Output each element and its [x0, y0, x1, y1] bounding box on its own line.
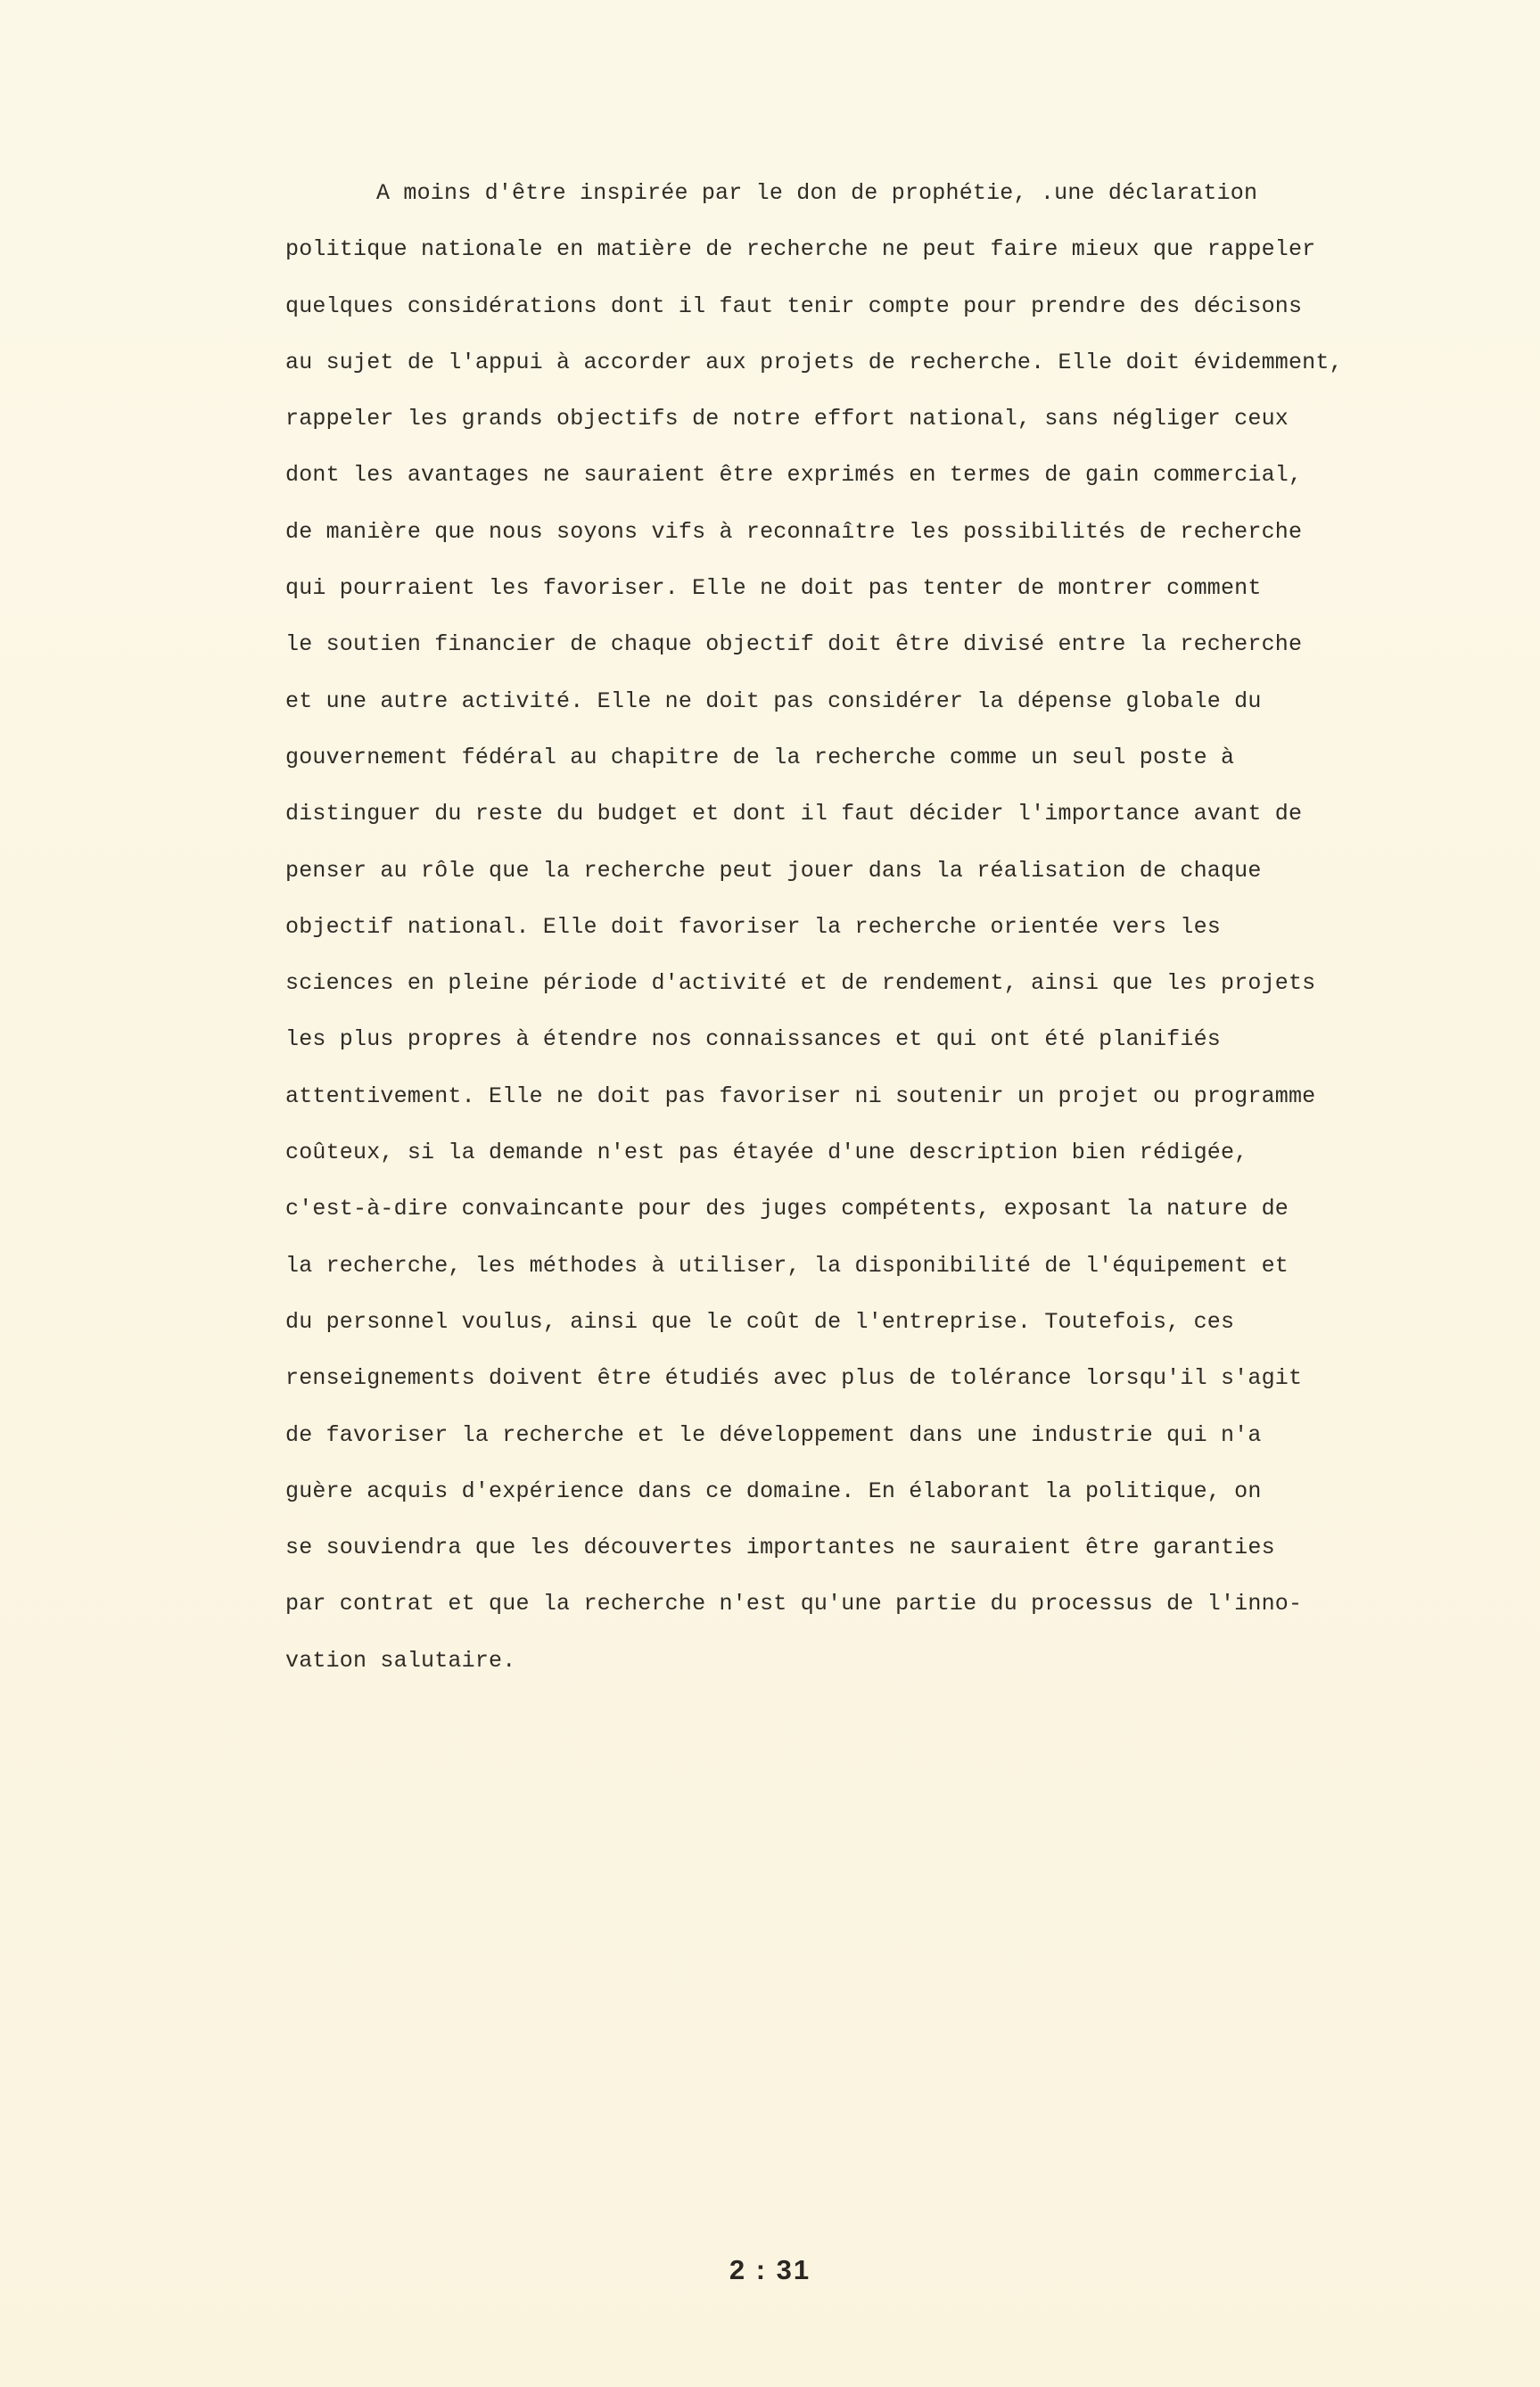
text-line: c'est-à-dire convaincante pour des juges compétents, exposant la nature de	[285, 1196, 1289, 1222]
text-line: penser au rôle que la recherche peut jouer dans la réalisation de chaque	[285, 857, 1262, 884]
text-line: renseignements doivent être étudiés avec plus de tolérance lorsqu'il s'agit	[285, 1365, 1303, 1392]
text-line: au sujet de l'appui à accorder aux projets de recherche. Elle doit évidemment,	[285, 349, 1343, 375]
page-number: 2 : 31	[729, 2254, 811, 2285]
text-line: rappeler les grands objectifs de notre effort national, sans négliger ceux	[285, 406, 1289, 432]
text-line: distinguer du reste du budget et dont il faut décider l'importance avant de	[285, 801, 1303, 827]
text-line: et une autre activité. Elle ne doit pas considérer la dépense globale du	[285, 687, 1262, 714]
text-line: dont les avantages ne sauraient être exprimés en termes de gain commercial,	[285, 462, 1303, 489]
text-line: de favoriser la recherche et le développement dans une industrie qui n'a	[285, 1421, 1262, 1448]
text-line: de manière que nous soyons vifs à reconnaître les possibilités de recherche	[285, 518, 1303, 545]
text-line: vation salutaire.	[285, 1647, 516, 1674]
text-line: sciences en pleine période d'activité et de rendement, ainsi que les projets	[285, 970, 1316, 997]
text-line: attentivement. Elle ne doit pas favoriser ni soutenir un projet ou programme	[285, 1082, 1316, 1109]
text-line: quelques considérations dont il faut tenir compte pour prendre des décisons	[285, 292, 1303, 319]
text-line: se souviendra que les découvertes importantes ne sauraient être garanties	[285, 1535, 1275, 1561]
text-line: les plus propres à étendre nos connaissances et qui ont été planifiés	[285, 1026, 1221, 1053]
text-line: le soutien financier de chaque objectif doit être divisé entre la recherche	[285, 631, 1303, 658]
text-line: la recherche, les méthodes à utiliser, la disponibilité de l'équipement et	[285, 1252, 1289, 1279]
text-line: gouvernement fédéral au chapitre de la recherche comme un seul poste à	[285, 744, 1235, 770]
text-line: A moins d'être inspirée par le don de prophétie, .une déclaration	[376, 180, 1258, 206]
text-line: coûteux, si la demande n'est pas étayée d'une description bien rédigée,	[285, 1140, 1248, 1166]
text-line: objectif national. Elle doit favoriser la recherche orientée vers les	[285, 913, 1221, 940]
text-line: par contrat et que la recherche n'est qu'une partie du processus de l'inno-	[285, 1591, 1303, 1617]
text-line: guère acquis d'expérience dans ce domaine. En élaborant la politique, on	[285, 1477, 1262, 1504]
text-line: qui pourraient les favoriser. Elle ne doit pas tenter de montrer comment	[285, 575, 1262, 602]
text-line: politique nationale en matière de recherche ne peut faire mieux que rappeler	[285, 236, 1316, 263]
body-paragraph	[285, 171, 1391, 1695]
text-line: du personnel voulus, ainsi que le coût de l'entreprise. Toutefois, ces	[285, 1308, 1235, 1335]
